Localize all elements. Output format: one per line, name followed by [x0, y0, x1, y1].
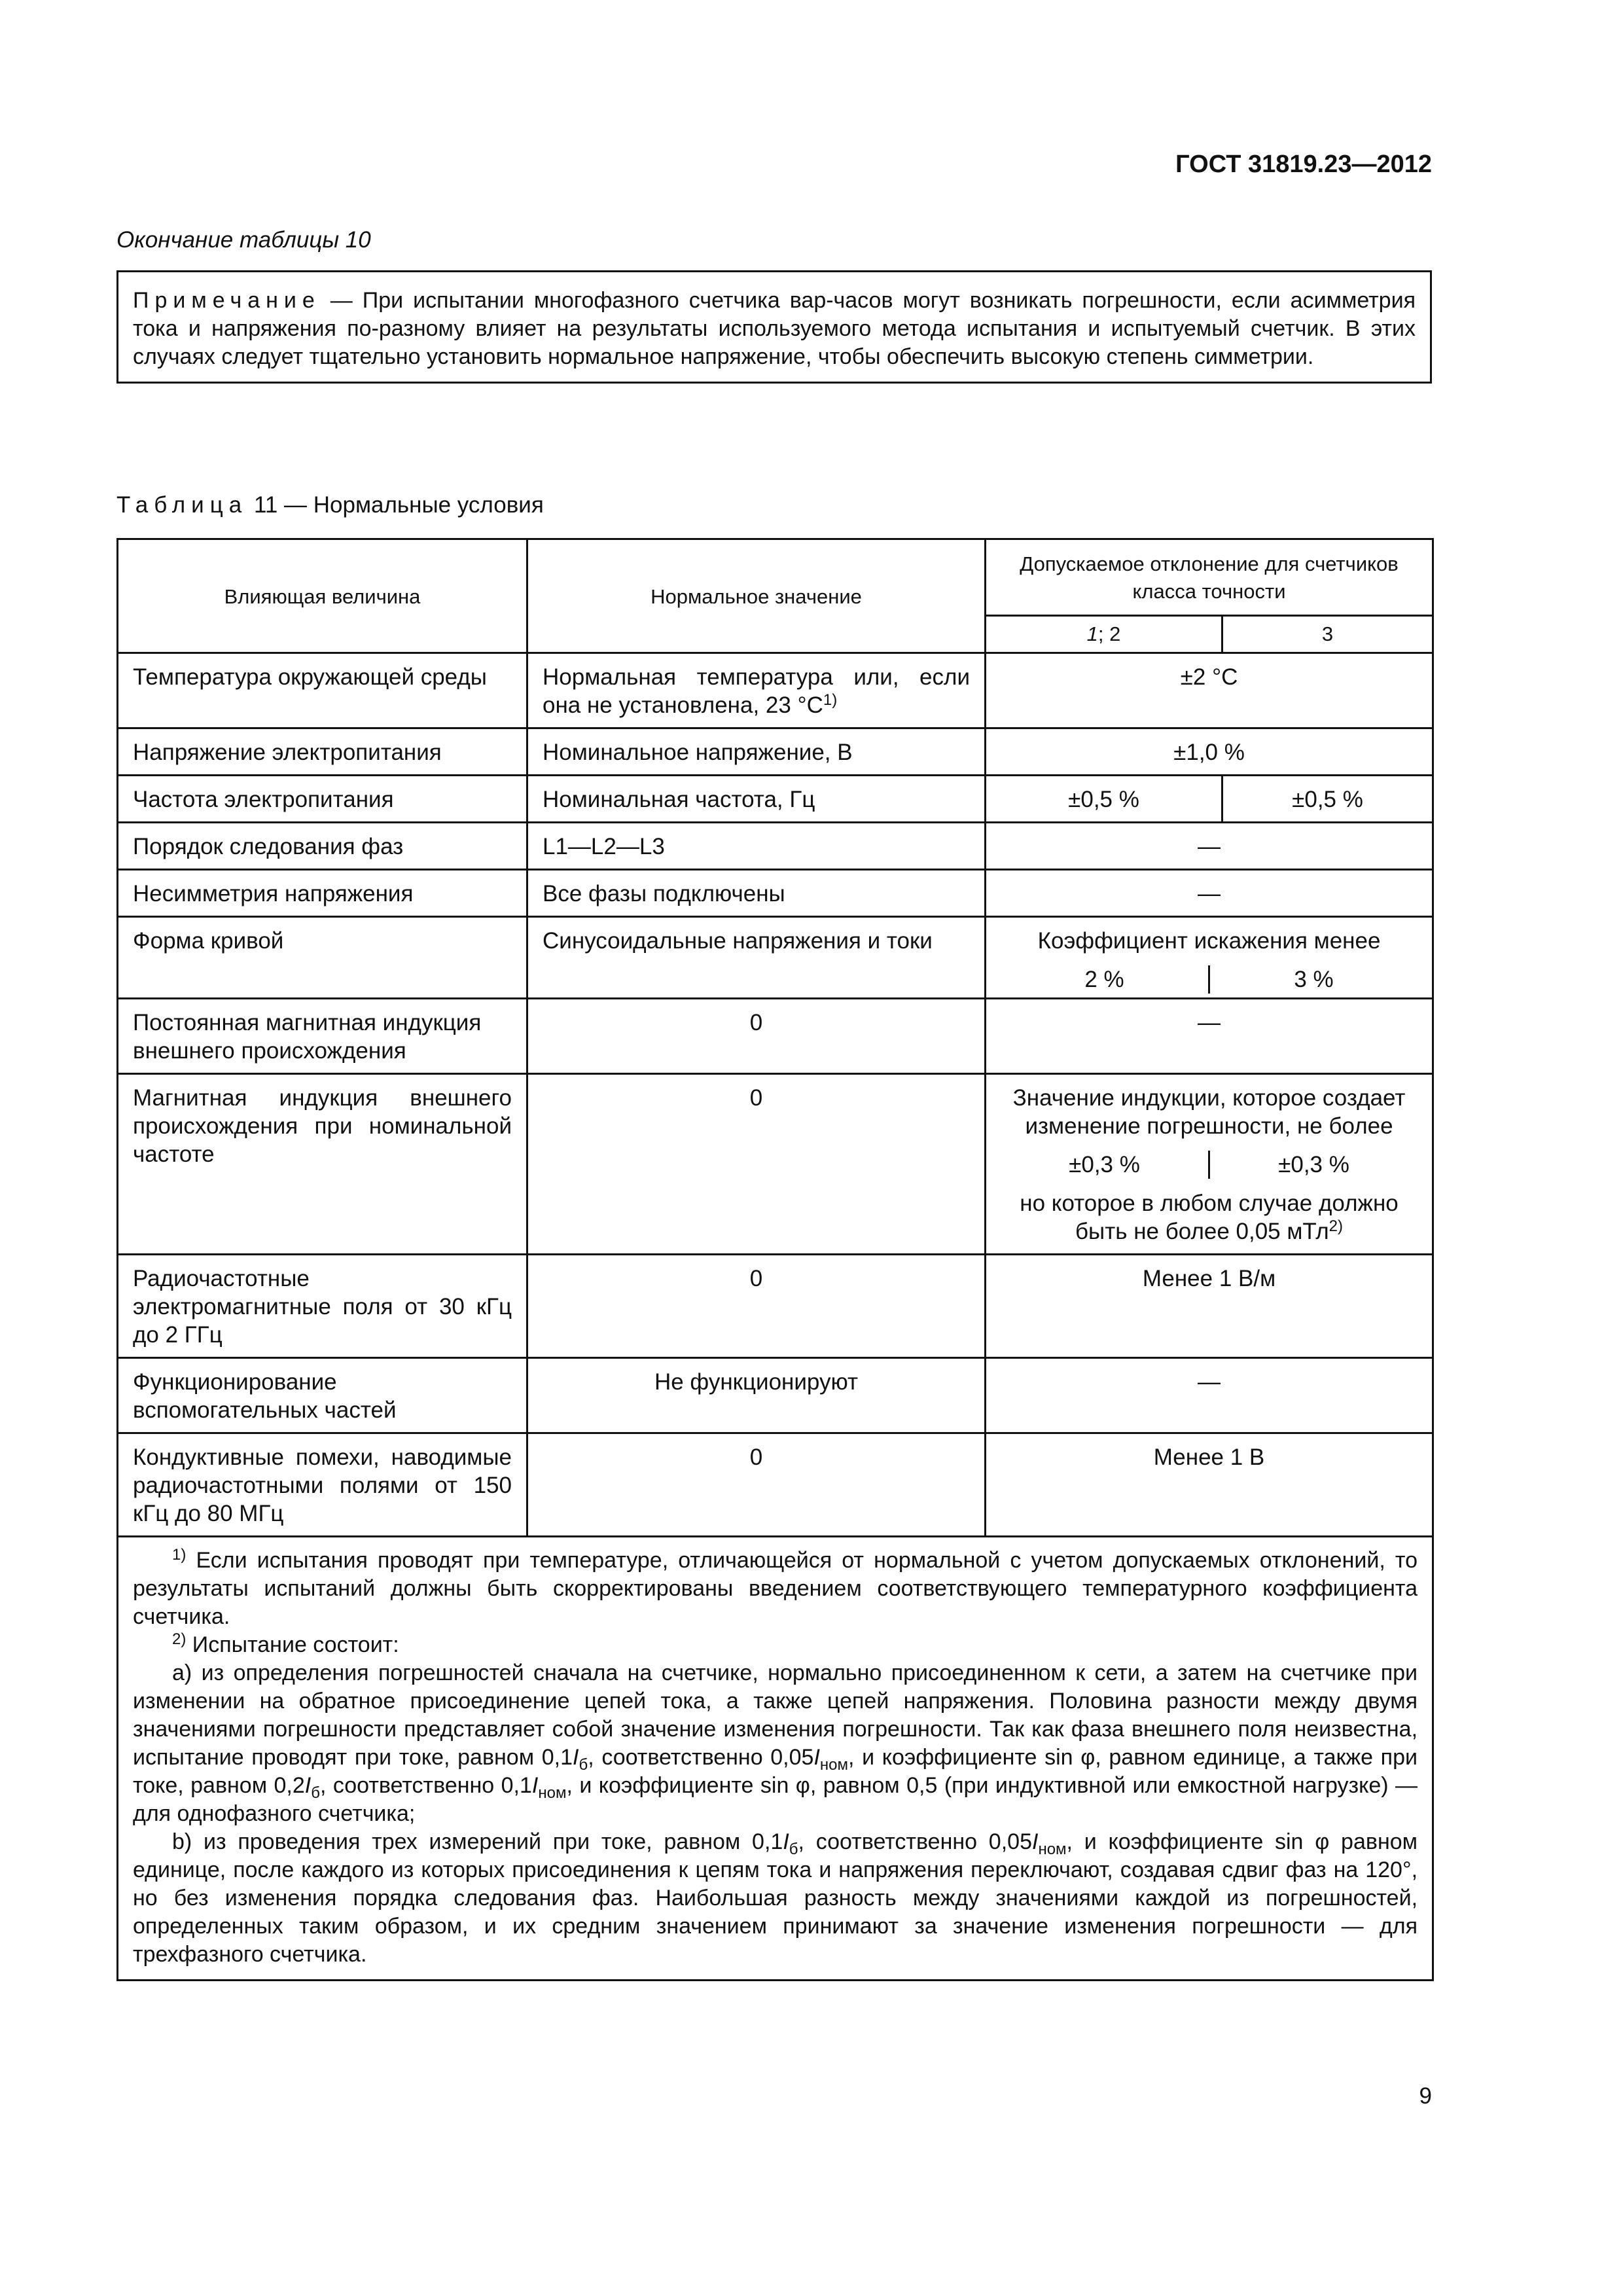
subscript-nom: ном [1038, 1840, 1067, 1858]
ac-mag-deviation-split [1001, 1151, 1418, 1179]
row-freq-deviation-2: ±0,5 % [1222, 776, 1433, 823]
table-row [118, 653, 1433, 728]
subscript-b: б [789, 1840, 798, 1858]
row-aux-normal: Не функционируют [527, 1358, 986, 1433]
item-a-part-1: а) из определения погрешностей сначала на счетчике, нормально присоединенном к сети, а затем на счетчике при изменении на обратное присоединение цепей тока, а также цепей напряжения. Половина разности между двумя значениями погрешности представляет собой значение изменения погрешности. Так как фаза внешнего поля неизвестна, испытание проводят при токе, равном 0,1 [133, 1660, 1418, 1770]
waveform-deviation-1: 2 % [1001, 965, 1210, 994]
table-row [118, 917, 1433, 999]
table-footnotes [118, 1537, 1433, 1981]
table-10-note [116, 270, 1432, 384]
item-a-part-5: , и коэффициенте sin φ, равном 0,5 (при индуктивной или емкостной нагрузке) — для однофазного счетчика; [133, 1773, 1418, 1826]
header-deviation: Допускаемое отклонение для счетчиков класса точности [986, 539, 1433, 616]
ac-mag-deviation-2: ±0,3 % [1278, 1152, 1349, 1177]
row-phase-order-quantity: Порядок следования фаз [118, 823, 527, 870]
header-quantity: Влияющая величина [118, 539, 527, 653]
table-row [118, 728, 1433, 776]
footnote-ref-2: 2) [1329, 1217, 1344, 1235]
ac-mag-extra-text: но которое в любом случае должно быть не более 0,05 мТл [1020, 1191, 1399, 1244]
subscript-nom: ном [819, 1756, 849, 1774]
footnote-2-mark: 2) [172, 1630, 187, 1648]
footnote-1-text: Если испытания проводят при температуре, отличающейся от нормальной с учетом допускаемых отклонений, то результаты испытаний должны быть скорректированы введением соответствующего температурного коэффициента счетчика. [133, 1548, 1418, 1629]
footnote-1-mark: 1) [172, 1546, 187, 1564]
table-row [118, 1255, 1433, 1358]
row-voltage-deviation: ±1,0 % [986, 728, 1433, 776]
row-freq-quantity: Частота электропитания [118, 776, 527, 823]
ac-mag-deviation-text: Значение индукции, которое создает изменение погрешности, не более [1012, 1085, 1406, 1139]
row-aux-deviation: — [986, 1358, 1433, 1433]
row-waveform-deviation [986, 917, 1433, 999]
table-row [118, 999, 1433, 1074]
row-asym-normal: Все фазы подключены [527, 870, 986, 917]
item-b-part-3: , и коэффициенте sin φ равном единице, после каждого из которых присоединения к цепям тока и напряжения переключают, создавая сдвиг фаз на 120°, но без изменения порядка следования фаз. Наибольшая разность между значениями каждой из погрешностей, определенных таким образом, и их средним значением принимают за значение изменения погрешности — для трехфазного счетчика. [133, 1829, 1418, 1967]
class-1-label: 1 [1086, 622, 1098, 645]
caption-text: 11 — Нормальные условия [247, 492, 544, 518]
symbol-i: I [783, 1829, 789, 1854]
table-footnotes-row [118, 1537, 1433, 1981]
note-text: — При испытании многофазного счетчика вар-часов могут возникать погрешности, если асимметрия тока и напряжения по-разному влияет на результаты используемого метода испытания и испытуемый счетчик. В этих случаях следует тщательно установить нормальное напряжение, чтобы обеспечить высокую степень симметрии. [133, 288, 1416, 369]
row-voltage-quantity: Напряжение электропитания [118, 728, 527, 776]
symbol-i: I [573, 1745, 579, 1770]
row-rf-normal: 0 [527, 1255, 986, 1358]
page-number: 9 [1419, 2083, 1432, 2109]
footnote-2 [133, 1631, 1418, 1659]
item-a-part-2: , соответственно 0,05 [588, 1745, 814, 1770]
row-temp-deviation: ±2 °С [986, 653, 1433, 728]
row-ac-mag-normal: 0 [527, 1074, 986, 1255]
row-phase-order-deviation: — [986, 823, 1433, 870]
row-asym-quantity: Несимметрия напряжения [118, 870, 527, 917]
symbol-i: I [531, 1773, 539, 1798]
normal-conditions-table [116, 538, 1434, 1981]
row-temp-normal [527, 653, 986, 728]
row-aux-quantity: Функционирование вспомогательных частей [118, 1358, 527, 1433]
row-rf-deviation: Менее 1 В/м [986, 1255, 1433, 1358]
symbol-i: I [1031, 1829, 1039, 1854]
table-row [118, 823, 1433, 870]
symbol-i: I [813, 1745, 820, 1770]
footnote-2-item-b [133, 1828, 1418, 1969]
caption-label: Таблица [116, 492, 248, 518]
subscript-nom: ном [538, 1784, 567, 1802]
row-dc-mag-quantity: Постоянная магнитная индукция внешнего происхождения [118, 999, 527, 1074]
header-class-1-2 [986, 616, 1222, 653]
row-ac-mag-deviation [986, 1074, 1433, 1255]
row-conducted-quantity: Кондуктивные помехи, наводимые радиочастотными полями от 150 кГц до 80 МГц [118, 1433, 527, 1537]
waveform-deviation-2: 3 % [1294, 967, 1334, 992]
table-continuation-title: Окончание таблицы 10 [116, 227, 371, 253]
footnote-2-item-a [133, 1659, 1418, 1828]
table-row [118, 776, 1433, 823]
item-a-part-4: , соответственно 0,1 [320, 1773, 532, 1798]
table-11-caption [116, 492, 544, 518]
waveform-deviation-text: Коэффициент искажения менее [1037, 928, 1381, 954]
ac-mag-deviation-extra [1001, 1189, 1418, 1246]
row-dc-mag-normal: 0 [527, 999, 986, 1074]
item-a-part-3: , и коэффициенте sin φ, равном единице, а также при токе, равном 0,2 [133, 1745, 1418, 1798]
note-label: Примечание [133, 288, 321, 313]
ac-mag-deviation-1: ±0,3 % [1001, 1151, 1210, 1179]
row-conducted-deviation: Менее 1 В [986, 1433, 1433, 1537]
row-waveform-normal: Синусоидальные напряжения и токи [527, 917, 986, 999]
row-freq-normal: Номинальная частота, Гц [527, 776, 986, 823]
row-waveform-quantity: Форма кривой [118, 917, 527, 999]
row-asym-deviation: — [986, 870, 1433, 917]
table-row [118, 1433, 1433, 1537]
subscript-b: б [311, 1784, 320, 1802]
row-temp-quantity: Температура окружающей среды [118, 653, 527, 728]
table-row [118, 1074, 1433, 1255]
row-ac-mag-quantity: Магнитная индукция внешнего происхождения при номинальной частоте [118, 1074, 527, 1255]
footnote-1 [133, 1547, 1418, 1631]
symbol-i: I [304, 1773, 312, 1798]
row-freq-deviation-1: ±0,5 % [986, 776, 1222, 823]
header-normal-value: Нормальное значение [527, 539, 986, 653]
table-header-row [118, 539, 1433, 616]
row-conducted-normal: 0 [527, 1433, 986, 1537]
item-b-part-1: b) из проведения трех измерений при токе, равном 0,1 [172, 1829, 783, 1854]
row-voltage-normal: Номинальное напряжение, В [527, 728, 986, 776]
row-dc-mag-deviation: — [986, 999, 1433, 1074]
footnote-2-text: Испытание состоит: [186, 1632, 399, 1657]
class-2-label: ; 2 [1097, 622, 1121, 645]
row-rf-quantity: Радиочастотные электромагнитные поля от 30 кГц до 2 ГГц [118, 1255, 527, 1358]
footnote-ref-1: 1) [823, 691, 838, 709]
header-class-3: 3 [1222, 616, 1433, 653]
subscript-b: б [579, 1756, 588, 1774]
row-phase-order-normal: L1—L2—L3 [527, 823, 986, 870]
row-temp-normal-text: Нормальная температура или, если она не установлена, 23 °С [543, 664, 970, 718]
table-row [118, 870, 1433, 917]
standard-header: ГОСТ 31819.23—2012 [1175, 151, 1432, 178]
waveform-deviation-split [1001, 965, 1418, 994]
table-row [118, 1358, 1433, 1433]
item-b-part-2: , соответственно 0,05 [798, 1829, 1032, 1854]
